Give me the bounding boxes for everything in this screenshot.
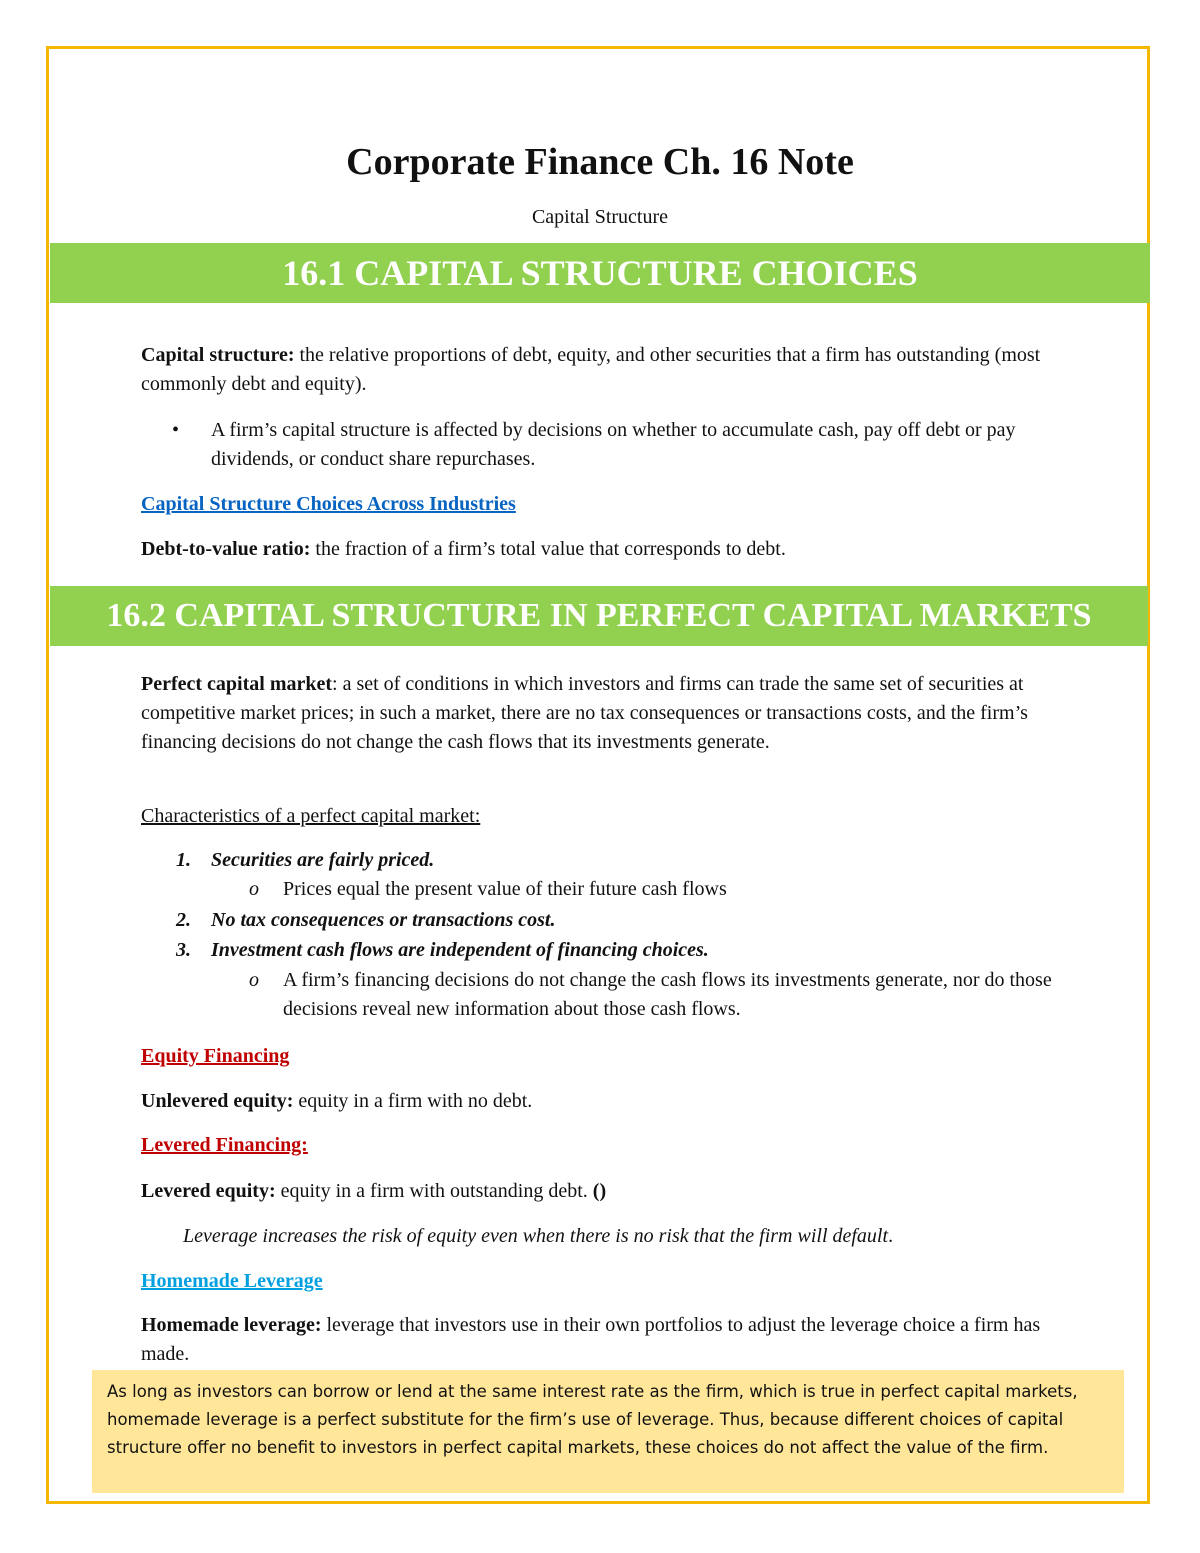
homemade-definition (141, 1311, 1061, 1369)
dtv-def: the fraction of a firm’s total value that corresponds to debt. (310, 538, 786, 560)
section-heading-16-2: 16.2 CAPITAL STRUCTURE IN PERFECT CAPITAL MARKETS (50, 586, 1148, 646)
bullet-icon: • (172, 419, 180, 441)
sub-bullet-icon: o (249, 878, 259, 900)
bullet-text: A firm’s capital structure is affected by decisions on whether to accumulate cash, pay off debt or pay dividends, or conduct share repurchases. (211, 419, 1016, 470)
capital-structure-def: the relative proportions of debt, equity, and other securities that a firm has outstanding (most commonly debt and equity). (141, 344, 1041, 395)
dtv-definition (141, 535, 1061, 564)
link-equity-wrap (141, 1042, 1061, 1071)
list-number: 2. (176, 909, 191, 931)
link-levered-wrap (141, 1131, 1061, 1160)
page-title: Corporate Finance Ch. 16 Note (346, 141, 854, 183)
leverage-note-text: Leverage increases the risk of equity even when there is no risk that the firm will default (183, 1225, 889, 1247)
link-homemade-leverage[interactable]: Homemade Leverage (141, 1270, 323, 1292)
link-equity-financing[interactable]: Equity Financing (141, 1045, 290, 1067)
capital-structure-definition (141, 341, 1061, 399)
sub-item: Prices equal the present value of their future cash flows (283, 878, 727, 900)
levered-term: Levered equity: (141, 1180, 276, 1202)
capital-structure-term: Capital structure: (141, 344, 295, 366)
list-item: Securities are fairly priced. (211, 849, 435, 871)
page-subtitle: Capital Structure (531, 206, 669, 228)
pcm-definition (141, 670, 1061, 757)
link-homemade-wrap (141, 1267, 1061, 1296)
sub-bullet-icon: o (249, 969, 259, 991)
levered-def: equity in a firm with outstanding debt. (275, 1180, 593, 1202)
dtv-term: Debt-to-value ratio: (141, 538, 311, 560)
homemade-term: Homemade leverage: (141, 1314, 322, 1336)
unlevered-def: equity in a firm with no debt. (293, 1090, 533, 1112)
list-number: 1. (176, 849, 191, 871)
pcm-term: Perfect capital market (141, 673, 333, 695)
callout-box: As long as investors can borrow or lend at the same interest rate as the firm, which is true in perfect capital markets, homemade leverage is a perfect substitute for the firm’s use of leverage. Thus, because different choices of capital structure offer no benefit to investors in perfect capital markets, these choices do not affect the value of the firm. (92, 1370, 1124, 1493)
list-item: Investment cash flows are independent of financing choices. (211, 939, 709, 961)
list-number: 3. (176, 939, 191, 961)
levered-suffix: () (592, 1180, 607, 1202)
leverage-note-end: . (888, 1225, 894, 1247)
link-capital-structure-industries[interactable]: Capital Structure Choices Across Industries (141, 493, 516, 515)
levered-definition (141, 1177, 1061, 1206)
list-item: No tax consequences or transactions cost. (211, 909, 556, 931)
unlevered-term: Unlevered equity: (141, 1090, 294, 1112)
link-levered-financing[interactable]: Levered Financing: (141, 1134, 308, 1156)
unlevered-definition (141, 1087, 1061, 1116)
link-industries-wrap (141, 490, 1061, 519)
section-heading-16-1: 16.1 CAPITAL STRUCTURE CHOICES (50, 243, 1150, 303)
homemade-def: leverage that investors use in their own portfolios to adjust the leverage choice a firm has made. (141, 1314, 1041, 1365)
sub-item: A firm’s financing decisions do not change the cash flows its investments generate, nor do those decisions reveal new information about those cash flows. (283, 969, 1052, 1020)
leverage-note (183, 1222, 893, 1251)
pcm-def: : a set of conditions in which investors and firms can trade the same set of securities at competitive market prices; in such a market, there are no tax consequences or transactions costs, and the firm’s financing decisions do not change the cash flows that its investments generate. (141, 673, 1028, 753)
characteristics-label: Characteristics of a perfect capital market: (141, 805, 481, 827)
